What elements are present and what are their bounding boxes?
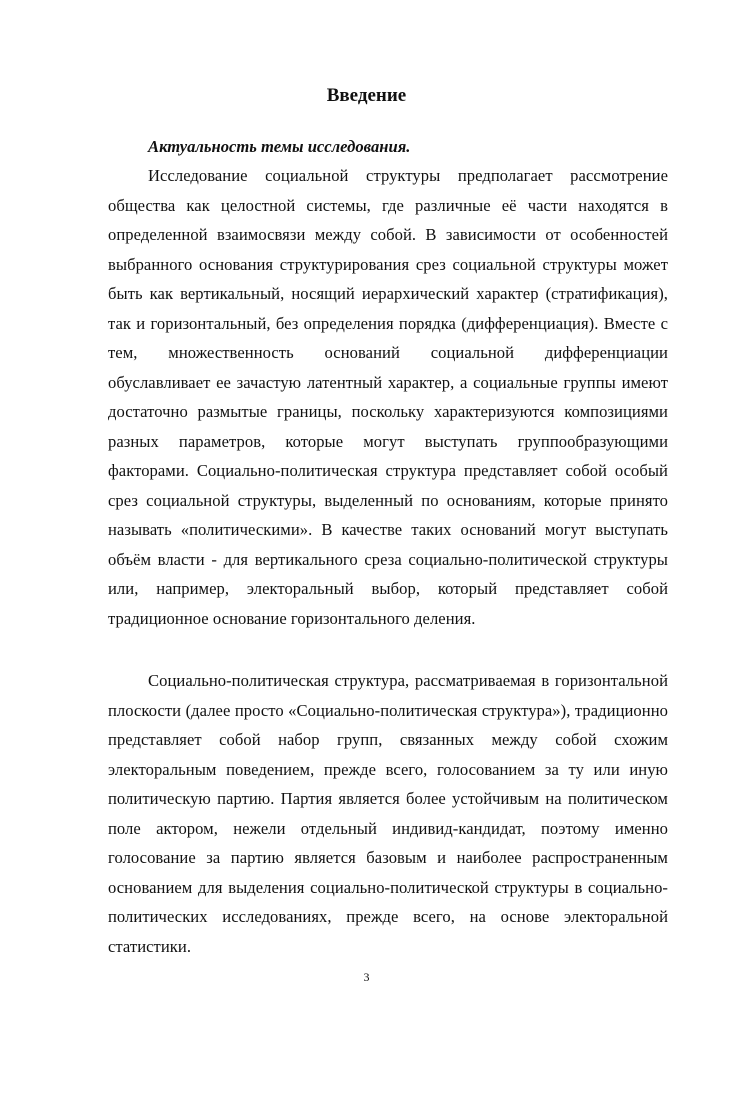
page-title: Введение <box>326 85 407 106</box>
paragraph: Социально-политическая структура, рассматриваемая в горизонтальной плоскости (далее просто «Социально-политическая структура»), традиционно представляет собой набор групп, связанных между собой схожим электоральным поведением, прежде всего, голосованием за ту или иную политическую партию. Партия является более устойчивым на политическом поле актором, нежели отдельный индивид-кандидат, поэтому именно голосование за партию является базовым и наиболее распространенным основанием для выделения социально-политической структуры в социально-политических исследованиях, прежде всего, на основе электоральной статистики. <box>108 671 668 956</box>
section-subheading: Актуальность темы исследования. <box>148 137 411 156</box>
paragraph: Исследование социальной структуры предполагает рассмотрение общества как целостной системы, где различные её части находятся в определенной взаимосвязи между собой. В зависимости от особенностей выбранного основания структурирования срез социальной структуры может быть как вертикальный, носящий иерархический характер (стратификация), так и горизонтальный, без определения порядка (дифференциация). Вместе с тем, множественность оснований социальной дифференциации обуславливает ее зачастую латентный характер, а социальные группы имеют достаточно размытые границы, поскольку характеризуются композициями разных параметров, которые могут выступать группообразующими факторами. Социально-политическая структура представляет собой особый срез социальной структуры, выделенный по основаниям, которые принято называть «политическими». В качестве таких оснований могут выступать объём власти - для вертикального среза социально-политической структуры или, например, электоральный выбор, который представляет собой традиционное основание горизонтального деления. <box>108 166 668 628</box>
page-number: 3 <box>363 970 370 984</box>
